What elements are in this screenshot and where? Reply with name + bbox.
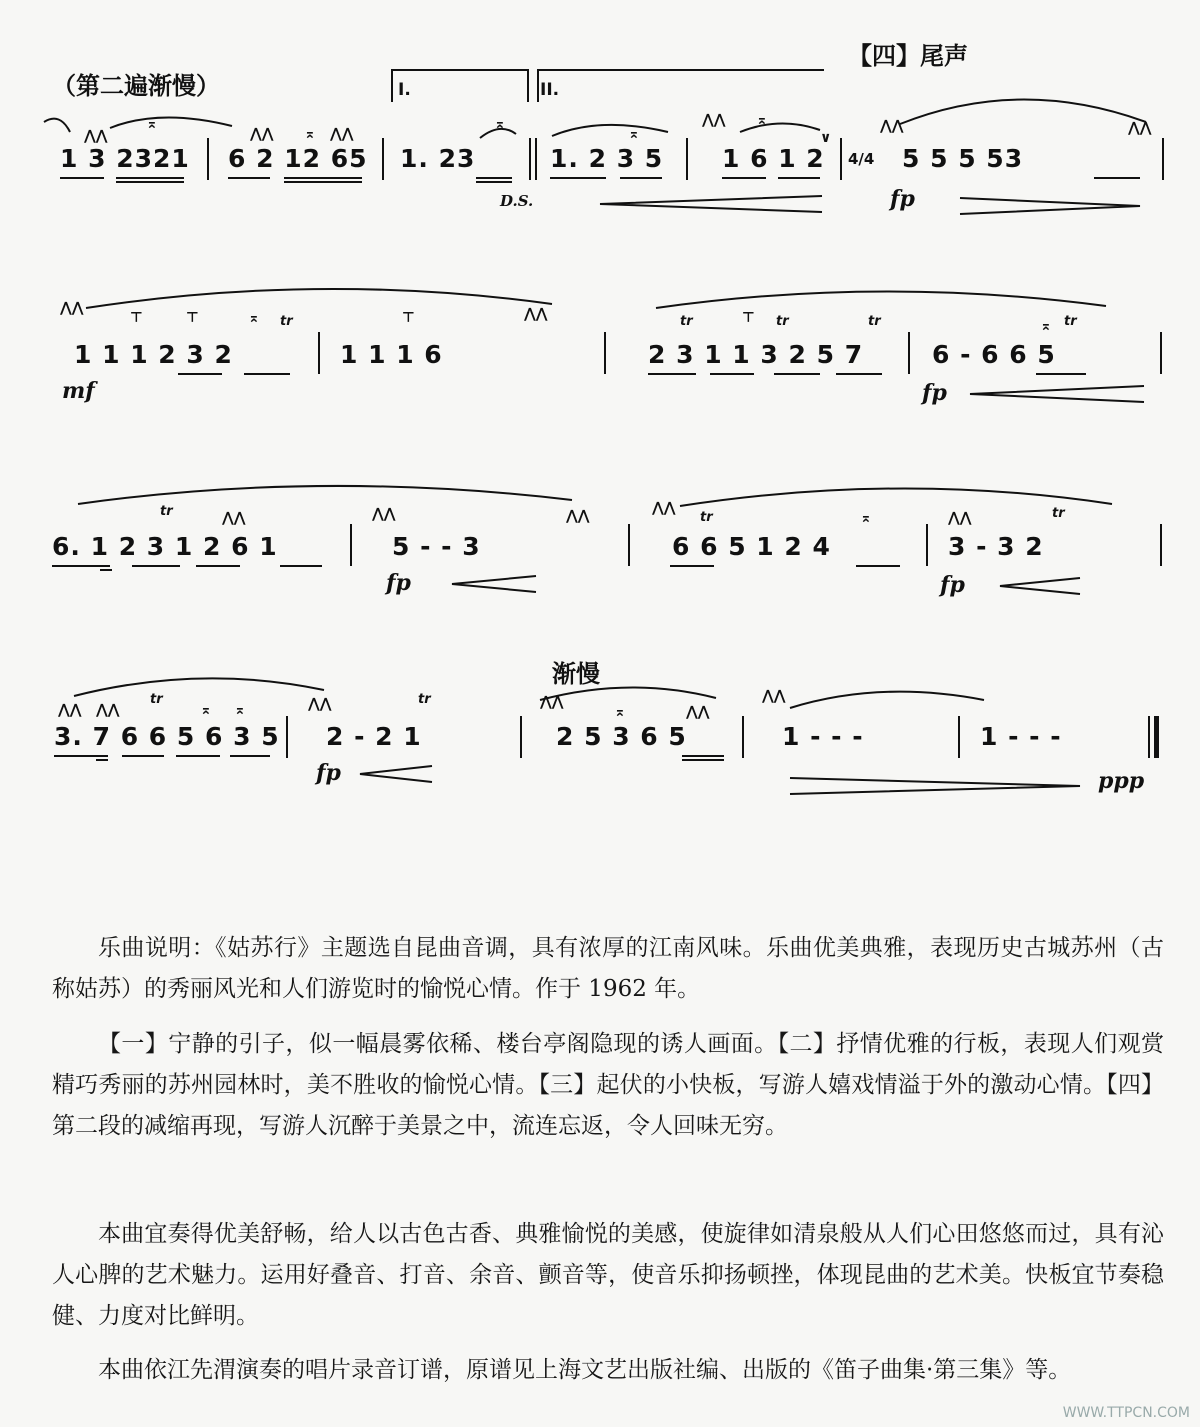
row1-measure-1: 1 3 2321	[60, 144, 190, 173]
dynamic-fp: fp	[922, 380, 947, 406]
svg-text:⋀⋀: ⋀⋀	[880, 118, 904, 134]
svg-text:⌅: ⌅	[304, 126, 316, 142]
svg-text:⋀⋀: ⋀⋀	[372, 506, 396, 522]
svg-text:⋀⋀: ⋀⋀	[84, 128, 108, 144]
trill-mark: tr	[280, 314, 293, 329]
row4-measure-1: 3. 7 6 6 5 6 3 5	[54, 722, 280, 751]
svg-text:⊤: ⊤	[402, 310, 415, 326]
svg-text:⋀⋀: ⋀⋀	[60, 300, 84, 316]
svg-text:⋀⋀: ⋀⋀	[308, 696, 332, 712]
svg-text:⌅: ⌅	[1040, 318, 1052, 334]
row4-measure-4: 1 - - -	[782, 722, 864, 751]
tempo-note-top: （第二遍渐慢）	[52, 72, 220, 100]
watermark: WWW.TTPCN.COM	[1062, 1405, 1190, 1421]
svg-text:⌅: ⌅	[248, 310, 260, 326]
dynamic-fp: fp	[386, 570, 411, 596]
row2-measure-4: 6 - 6 6 5	[932, 340, 1056, 369]
description-paragraph-3: 本曲宜奏得优美舒畅，给人以古色古香、典雅愉悦的美感，使旋律如清泉般从人们心田悠悠而过，具有沁人心脾的艺术魅力。运用好叠音、打音、余音、颤音等，使音乐抑扬顿挫，体现昆曲的艺术美。快板宜节奏稳健、力度对比鲜明。	[52, 1221, 1164, 1329]
dynamic-ppp: ppp	[1098, 768, 1145, 794]
trill-mark: tr	[680, 314, 693, 329]
dynamic-fp: fp	[316, 760, 341, 786]
row1-measure-4: 1. 2 3 5	[550, 144, 664, 173]
time-signature: 4/4	[848, 150, 875, 168]
svg-text:⌅: ⌅	[614, 704, 626, 720]
svg-text:⋀⋀: ⋀⋀	[686, 704, 710, 720]
svg-text:⊤: ⊤	[130, 310, 143, 326]
row3-measure-1: 6. 1 2 3 1 2 6 1	[52, 532, 278, 561]
svg-text:∨: ∨	[820, 130, 832, 146]
trill-mark: tr	[1064, 314, 1077, 329]
trill-mark: tr	[1052, 506, 1065, 521]
row3-measure-2: 5 - - 3	[392, 532, 481, 561]
section-label: 【四】尾声	[848, 42, 968, 70]
svg-text:⋀⋀: ⋀⋀	[96, 702, 120, 718]
row1-measure-3: 1. 23	[400, 144, 476, 173]
trill-mark: tr	[868, 314, 881, 329]
svg-text:⋀⋀: ⋀⋀	[702, 112, 726, 128]
svg-text:⌅: ⌅	[200, 702, 212, 718]
row3-measure-4: 3 - 3 2	[948, 532, 1044, 561]
svg-text:⋀⋀: ⋀⋀	[762, 688, 786, 704]
trill-mark: tr	[776, 314, 789, 329]
svg-text:⌅: ⌅	[628, 126, 640, 142]
dynamic-fp: fp	[890, 186, 915, 212]
description-paragraph-2: 【一】宁静的引子，似一幅晨雾依稀、楼台亭阁隐现的诱人画面。【二】抒情优雅的行板，表现人们观赏精巧秀丽的苏州园林时，美不胜收的愉悦心情。【三】起伏的小快板，写游人嬉戏情溢于外的激动心情。【四】第二段的减缩再现，写游人沉醉于美景之中，流连忘返，令人回味无穷。	[52, 1031, 1164, 1139]
svg-text:⋀⋀: ⋀⋀	[58, 702, 82, 718]
row3-measure-3: 6 6 5 1 2 4	[672, 532, 831, 561]
svg-text:⊤: ⊤	[186, 310, 199, 326]
trill-mark: tr	[150, 692, 163, 707]
row2-measure-2: 1 1 1 6	[340, 340, 443, 369]
row1-measure-5: 1 6 1 2	[722, 144, 825, 173]
description-paragraph-1: 乐曲说明：《姑苏行》主题选自昆曲音调，具有浓厚的江南风味。乐曲优美典雅，表现历史古城苏州（古称姑苏）的秀丽风光和人们游览时的愉悦心情。作于 1962 年。	[52, 935, 1164, 1002]
volta-2-label: II.	[540, 80, 560, 100]
svg-text:⋀⋀: ⋀⋀	[524, 306, 548, 322]
svg-text:⋀⋀: ⋀⋀	[948, 510, 972, 526]
svg-text:⋀⋀: ⋀⋀	[652, 500, 676, 516]
svg-text:⋀⋀: ⋀⋀	[250, 126, 274, 142]
volta-1-label: I.	[398, 80, 411, 100]
tempo-note-bottom: 渐慢	[552, 660, 600, 688]
svg-text:⌅: ⌅	[756, 112, 768, 128]
dynamic-fp: fp	[940, 572, 965, 598]
row2-measure-1: 1 1 1 2 3 2	[74, 340, 233, 369]
trill-mark: tr	[418, 692, 431, 707]
row4-measure-3: 2 5 3 6 5	[556, 722, 687, 751]
dynamic-mf: mf	[62, 378, 95, 404]
row4-measure-5: 1 - - -	[980, 722, 1062, 751]
trill-mark: tr	[700, 510, 713, 525]
svg-text:⌅: ⌅	[860, 510, 872, 526]
svg-text:⊤: ⊤	[742, 310, 755, 326]
svg-text:⌅: ⌅	[146, 116, 158, 132]
svg-text:⋀⋀: ⋀⋀	[566, 508, 590, 524]
svg-text:⌅: ⌅	[234, 702, 246, 718]
svg-text:⋀⋀: ⋀⋀	[222, 510, 246, 526]
row1-measure-2: 6 2 12 65	[228, 144, 368, 173]
description-paragraph-4: 本曲依江先渭演奏的唱片录音订谱，原谱见上海文艺出版社编、出版的《笛子曲集·第三集》等。	[98, 1357, 1072, 1383]
svg-text:⌅: ⌅	[494, 116, 506, 132]
row1-measure-6: 5 5 5 53	[902, 144, 1024, 173]
svg-text:⋀⋀: ⋀⋀	[1128, 120, 1152, 136]
svg-text:⋀⋀: ⋀⋀	[540, 694, 564, 710]
trill-mark: tr	[160, 504, 173, 519]
row4-measure-2: 2 - 2 1	[326, 722, 422, 751]
svg-text:⋀⋀: ⋀⋀	[330, 126, 354, 142]
row2-measure-3: 2 3 1 1 3 2 5 7	[648, 340, 864, 369]
ds-mark: D.S.	[500, 192, 534, 210]
